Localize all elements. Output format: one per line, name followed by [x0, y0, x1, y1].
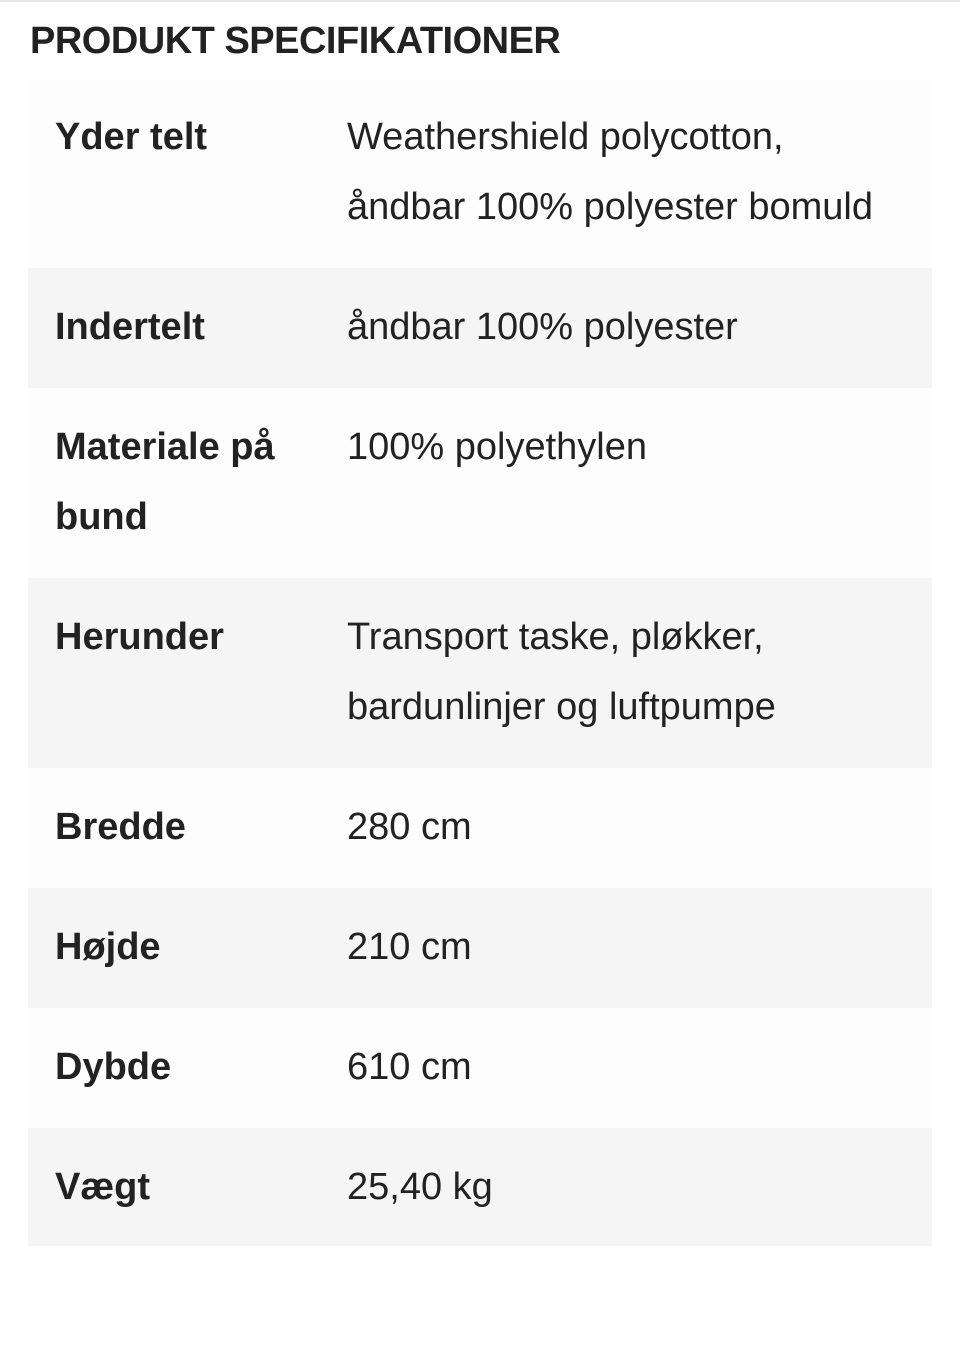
spec-label: Vægt	[28, 1128, 347, 1246]
spec-label: Dybde	[28, 1008, 347, 1128]
spec-label: Højde	[28, 888, 347, 1008]
spec-value: åndbar 100% polyester	[347, 268, 932, 388]
spec-value: 25,40 kg	[347, 1128, 932, 1246]
spec-row-yder-telt	[28, 78, 932, 268]
spec-row-indertelt	[28, 268, 932, 388]
spec-label: Bredde	[28, 768, 347, 888]
spec-label: Yder telt	[28, 78, 347, 268]
spec-row-bredde	[28, 768, 932, 888]
spec-value: 610 cm	[347, 1008, 932, 1128]
spec-label: Indertelt	[28, 268, 347, 388]
spec-value: Weathershield polycotton, åndbar 100% polyester bomuld	[347, 78, 932, 268]
spec-row-vaegt	[28, 1128, 932, 1246]
section-title: PRODUKT SPECIFIKATIONER	[30, 20, 561, 62]
spec-row-materiale-paa-bund	[28, 388, 932, 578]
spec-label: Herunder	[28, 578, 347, 768]
spec-value: 100% polyethylen	[347, 388, 932, 578]
spec-row-dybde	[28, 1008, 932, 1128]
spec-row-hoejde	[28, 888, 932, 1008]
spec-value: 280 cm	[347, 768, 932, 888]
spec-value: 210 cm	[347, 888, 932, 1008]
spec-table	[28, 78, 932, 1246]
top-divider	[0, 0, 960, 2]
spec-label: Materiale på bund	[28, 388, 347, 578]
spec-row-herunder	[28, 578, 932, 768]
spec-value: Transport taske, pløkker, bardunlinjer og luftpumpe	[347, 578, 932, 768]
